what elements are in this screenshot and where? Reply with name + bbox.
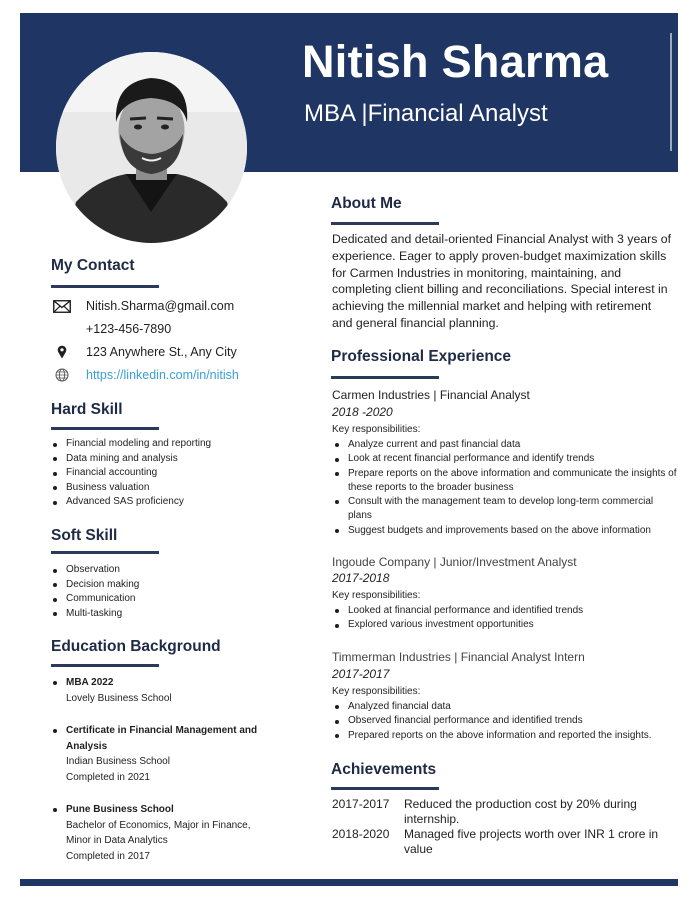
job-title: Ingoude Company | Junior/Investment Analyst	[332, 555, 577, 569]
contact-phone[interactable]	[52, 320, 172, 338]
footer-band	[20, 879, 678, 886]
soft-skill-item: Communication	[51, 592, 139, 607]
hard-skill-item: Financial accounting	[51, 466, 211, 481]
job-key-label: Key responsibilities:	[332, 424, 421, 435]
job-years: 2017-2018	[332, 571, 390, 585]
soft-skill-item: Multi-tasking	[51, 607, 139, 622]
contact-email[interactable]	[52, 297, 235, 315]
hard-skill-heading: Hard Skill	[51, 401, 123, 418]
education-entry	[52, 675, 282, 706]
contact-heading-rule	[51, 285, 159, 288]
linkedin-link[interactable]: https://linkedin.com/in/nitish	[86, 368, 239, 382]
hard-skill-list	[51, 437, 211, 510]
achievement-text: Managed five projects worth over INR 1 crore in value	[404, 827, 659, 856]
job-responsibilities	[333, 700, 678, 743]
phone-icon	[52, 321, 72, 337]
hard-skill-item: Advanced SAS proficiency	[51, 495, 211, 510]
contact-address	[52, 343, 237, 361]
about-heading-rule	[331, 222, 439, 225]
education-heading-rule	[51, 664, 159, 667]
resume-name: Nitish Sharma	[302, 36, 609, 87]
location-pin-icon	[52, 344, 72, 360]
education-entry	[52, 802, 274, 864]
envelope-icon	[52, 298, 72, 314]
education-entry-line: Lovely Business School	[66, 692, 172, 704]
education-entry-line: Completed in 2017	[66, 850, 150, 862]
job-responsibilities	[333, 438, 678, 538]
job-responsibility-item: Prepared reports on the above information and reported the insights.	[333, 729, 678, 743]
hard-skill-item: Data mining and analysis	[51, 452, 211, 467]
hard-skill-item: Financial modeling and reporting	[51, 437, 211, 452]
achievement-year: 2017-2017	[332, 797, 390, 811]
soft-skill-item: Decision making	[51, 578, 139, 593]
education-heading: Education Background	[51, 638, 221, 655]
achievement-year: 2018-2020	[332, 827, 390, 841]
contact-heading: My Contact	[51, 257, 135, 274]
resume-role: MBA |Financial Analyst	[304, 100, 548, 127]
job-responsibility-item: Look at recent financial performance and identify trends	[333, 452, 678, 466]
education-entry	[52, 723, 274, 785]
about-paragraph: Dedicated and detail-oriented Financial Analyst with 3 years of experience. Eager to apply proven-budget maximization skills for Carmen Industries in monitoring, maintaining, and completing client billing and reconciliations. Special interest in achieving the millennial market and helping with retirement and general financial planning.	[332, 232, 672, 330]
education-entry-title: Certificate in Financial Management and Analysis	[52, 723, 274, 754]
email-text: Nitish.Sharma@gmail.com	[86, 299, 235, 313]
education-entry-line: Bachelor of Economics, Major in Finance, Minor in Data Analytics	[66, 819, 251, 846]
soft-skill-heading-rule	[51, 551, 159, 554]
job-responsibility-item: Analyze current and past financial data	[333, 438, 678, 452]
job-responsibility-item: Observed financial performance and identified trends	[333, 714, 678, 728]
job-responsibility-item: Prepare reports on the above information and communicate the insights of these reports to the broader business	[333, 467, 678, 496]
job-key-label: Key responsibilities:	[332, 590, 421, 601]
job-title: Timmerman Industries | Financial Analyst Intern	[332, 650, 585, 664]
achievements-heading-rule	[331, 787, 439, 790]
job-years: 2018 -2020	[332, 405, 393, 419]
contact-linkedin[interactable]	[52, 366, 239, 384]
achievements-heading: Achievements	[331, 761, 437, 778]
experience-heading-rule	[331, 376, 439, 379]
hard-skill-heading-rule	[51, 427, 159, 430]
soft-skill-heading: Soft Skill	[51, 527, 118, 544]
address-text: 123 Anywhere St., Any City	[86, 345, 237, 359]
header-divider	[670, 33, 672, 151]
education-entry-line: Completed in 2021	[66, 771, 150, 783]
hard-skill-item: Business valuation	[51, 481, 211, 496]
job-key-label: Key responsibilities:	[332, 686, 421, 697]
experience-heading: Professional Experience	[331, 348, 512, 365]
job-responsibility-item: Explored various investment opportunities	[333, 618, 678, 632]
job-title: Carmen Industries | Financial Analyst	[332, 388, 530, 402]
about-heading: About Me	[331, 195, 402, 212]
job-years: 2017-2017	[332, 667, 390, 681]
soft-skill-item: Observation	[51, 563, 139, 578]
education-entry-title: MBA 2022	[52, 675, 282, 691]
job-responsibility-item: Looked at financial performance and identified trends	[333, 604, 678, 618]
profile-photo	[56, 52, 247, 243]
job-responsibility-item: Suggest budgets and improvements based on the above information	[333, 524, 678, 538]
soft-skill-list	[51, 563, 139, 621]
job-responsibilities	[333, 604, 678, 633]
job-responsibility-item: Analyzed financial data	[333, 700, 678, 714]
job-responsibility-item: Consult with the management team to develop long-term commercial plans	[333, 495, 678, 524]
phone-text: +123-456-7890	[86, 322, 172, 336]
education-entry-line: Indian Business School	[66, 756, 170, 767]
globe-icon	[52, 367, 72, 383]
education-entry-title: Pune Business School	[52, 802, 274, 818]
achievement-text: Reduced the production cost by 20% during internship.	[404, 797, 637, 826]
